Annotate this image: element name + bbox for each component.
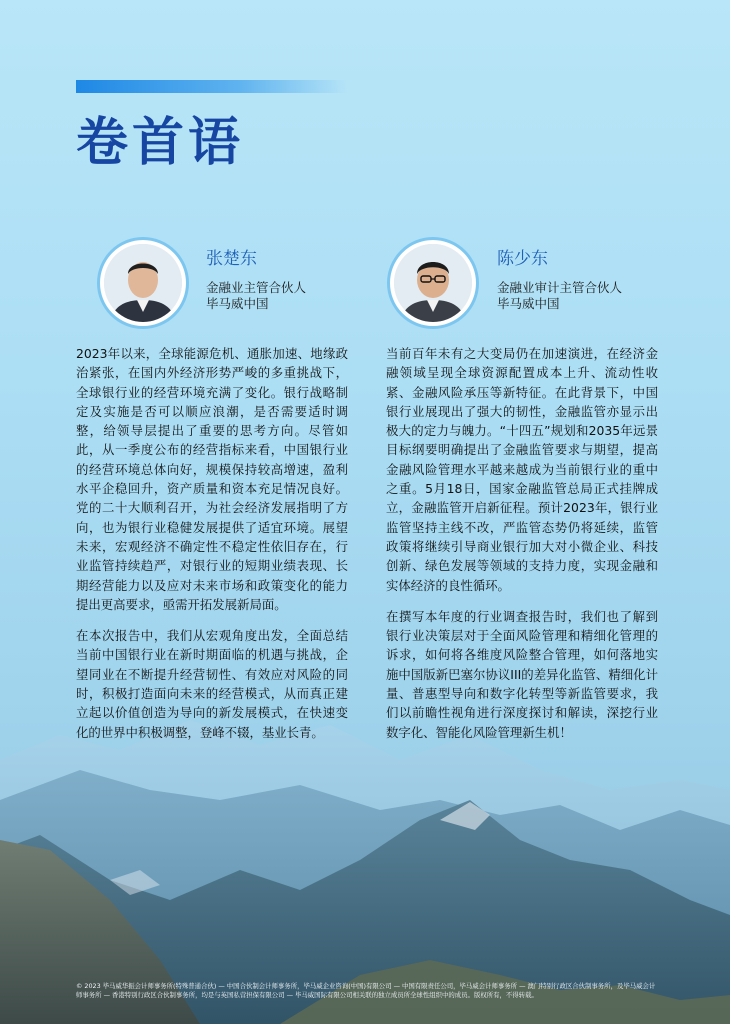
title-accent-bar [76, 80, 348, 93]
author-role: 金融业审计主管合伙人 [497, 280, 623, 295]
paragraph: 2023年以来，全球能源危机、通胀加速、地缘政治紧张，在国内外经济形势严峻的多重挑战下，全球银行业的经营环境充满了变化。银行战略制定及实施是否可以顺应浪潮，是否需要适时调整，给领导层提出了重要的思考方向。尽管如此，从一季度公布的经营指标来看，中国银行业的经营环境总体向好，规模保持较高增速，盈利水平企稳回升，资产质量和资本充足情况良好。党的二十大顺利召开，为社会经济发展指明了方向，也为银行业稳健发展提供了适宜环境。展望未来，宏观经济不确定性不稳定性依旧存在，行业监管持续趋严，对银行业的短期业绩表现、长期经营能力以及应对未来市场和政策变化的能力提出更高要求，亟需开拓发展新局面。 [76, 346, 348, 612]
author-org: 毕马威中国 [206, 296, 269, 311]
left-text-column [76, 344, 348, 754]
paragraph: 在本次报告中，我们从宏观角度出发，全面总结当前中国银行业在新时期面临的机遇与挑战，企望同业在不断提升经营韧性、有效应对风险的同时，积极打造面向未来的经营模式，从而真正建立起以价值创造为导向的新发展模式，在快速变化的世界中积极调整，登峰不辍，基业长青。 [76, 628, 348, 740]
author-photo-zhang [100, 240, 186, 326]
copyright-footer: © 2023 毕马威华振会计师事务所(特殊普通合伙) — 中国合伙制会计师事务所，毕马威企业咨询(中国)有限公司 — 中国有限责任公司，毕马威会计师事务所 — 澳门特别行政区合伙制事务所，及毕马威会计师事务所 — 香港特别行政区合伙制事务所，均是与英国私营担保有限公司 — 毕马威国际有限公司相关联的独立成员所全球性组织中的成员。版权所有，不得转载。 [76, 982, 656, 999]
author-name: 陈少东 [497, 249, 548, 269]
author-role: 金融业主管合伙人 [206, 280, 307, 295]
author-org: 毕马威中国 [497, 296, 560, 311]
paragraph: 当前百年未有之大变局仍在加速演进，在经济金融领域呈现全球资源配置成本上升、流动性收紧、金融风险承压等新特征。在此背景下，中国银行业展现出了强大的韧性，金融监管亦显示出极大的定力与魄力。“十四五”规划和2035年远景目标纲要明确提出了金融监管要求与期望，提高金融风险管理水平越来越成为当前银行业的重中之重。5月18日，国家金融监管总局正式挂牌成立，金融监管开启新征程。预计2023年，银行业监管坚持主线不改，严监管态势仍将延续，监管政策将继续引导商业银行加大对小微企业、科技创新、绿色发展等领域的支持力度，实现金融和实体经济的良性循环。 [386, 346, 658, 593]
right-text-column [386, 344, 658, 754]
author-photo-chen [390, 240, 476, 326]
paragraph: 在撰写本年度的行业调查报告时，我们也了解到银行业决策层对于全面风险管理和精细化管理的诉求，如何将各维度风险整合管理，如何落地实施中国版新巴塞尔协议III的差异化监管、精细化计量、普惠型导向和数字化转型等新监管要求，我们以前瞻性视角进行深度探讨和解读，深挖行业数字化、智能化风险管理新生机！ [386, 608, 658, 740]
page-title: 卷首语 [76, 113, 245, 173]
author-name: 张楚东 [206, 249, 257, 269]
